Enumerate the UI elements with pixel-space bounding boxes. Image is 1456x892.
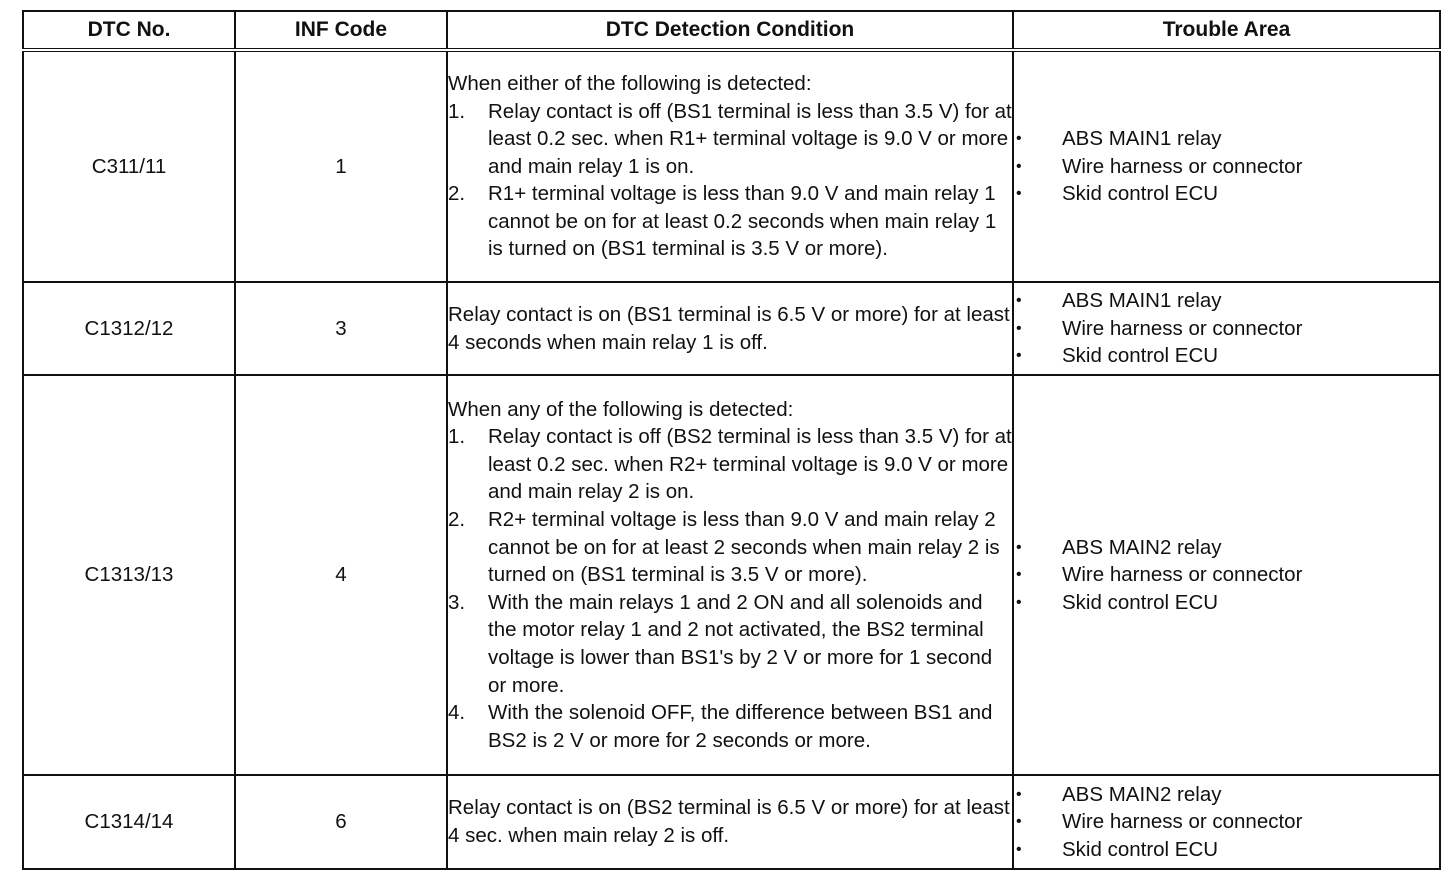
bullet-icon: •: [1016, 157, 1022, 175]
bullet-icon: •: [1016, 593, 1022, 611]
step-text: With the solenoid OFF, the difference between BS1 and BS2 is 2 V or more for 2 seconds or more.: [488, 701, 993, 752]
trouble-area-text: Wire harness or connector: [1062, 563, 1303, 587]
trouble-area-text: Skid control ECU: [1062, 590, 1219, 614]
header-row: [23, 11, 1440, 50]
bullet-icon: •: [1016, 292, 1022, 310]
detection-condition-cell: [447, 282, 1013, 375]
condition-text: Relay contact is on (BS1 terminal is 6.5 V or more) for at least 4 seconds when main relay 1 is off.: [448, 302, 1010, 354]
dtc-number-cell: C311/11: [23, 50, 235, 282]
bullet-icon: •: [1016, 566, 1022, 584]
trouble-area-cell: [1013, 50, 1440, 282]
dtc-number-cell: C1314/14: [23, 775, 235, 869]
trouble-area-item: [1014, 342, 1439, 370]
bullet-icon: •: [1016, 785, 1022, 803]
header-trouble-area: Trouble Area: [1013, 11, 1440, 50]
condition-intro: When either of the following is detected:: [448, 71, 812, 95]
header-inf-code: INF Code: [235, 11, 447, 50]
bullet-icon: •: [1016, 185, 1022, 203]
bullet-icon: •: [1016, 538, 1022, 556]
table-row: [23, 375, 1440, 775]
condition-text: Relay contact is on (BS2 terminal is 6.5 V or more) for at least 4 sec. when main relay 2 is off.: [448, 796, 1010, 847]
dtc-number-cell: C1313/13: [23, 375, 235, 775]
detection-condition-cell: [447, 375, 1013, 775]
table-row: [23, 50, 1440, 282]
trouble-area-text: Skid control ECU: [1062, 182, 1219, 206]
trouble-area-item: [1014, 589, 1439, 617]
bullet-icon: •: [1016, 840, 1022, 858]
trouble-area-list: [1014, 287, 1439, 370]
step-text: R1+ terminal voltage is less than 9.0 V and main relay 1 cannot be on for at least 0.2 seconds when main relay 1 is turned on (BS1 terminal is 3.5 V or more).: [488, 182, 997, 261]
trouble-area-item: [1014, 781, 1439, 809]
condition-intro: When any of the following is detected:: [448, 397, 794, 421]
table-row: [23, 282, 1440, 375]
inf-code-cell: 3: [235, 282, 447, 375]
trouble-area-text: Wire harness or connector: [1062, 316, 1303, 340]
trouble-area-text: Skid control ECU: [1062, 837, 1219, 861]
step-text: Relay contact is off (BS2 terminal is less than 3.5 V) for at least 0.2 sec. when R2+ terminal voltage is 9.0 V or more and main relay 2 is on.: [488, 425, 1012, 504]
trouble-area-cell: [1013, 375, 1440, 775]
table-body: [23, 50, 1440, 869]
condition-step: [448, 423, 1012, 506]
bullet-icon: •: [1016, 347, 1022, 365]
table-row: [23, 775, 1440, 869]
dtc-number-cell: C1312/12: [23, 282, 235, 375]
bullet-icon: •: [1016, 130, 1022, 148]
inf-code-cell: 4: [235, 375, 447, 775]
dtc-table: [22, 10, 1441, 870]
condition-step: [448, 699, 1012, 754]
header-dtc-no: DTC No.: [23, 11, 235, 50]
trouble-area-item: [1014, 287, 1439, 315]
inf-code-cell: 1: [235, 50, 447, 282]
condition-step: [448, 98, 1012, 181]
step-text: R2+ terminal voltage is less than 9.0 V and main relay 2 cannot be on for at least 2 seconds when main relay 2 is turned on (BS1 terminal is 3.5 V or more).: [488, 508, 1000, 587]
trouble-area-cell: [1013, 282, 1440, 375]
condition-steps: [448, 423, 1012, 754]
trouble-area-item: [1014, 534, 1439, 562]
trouble-area-item: [1014, 153, 1439, 181]
step-number: 1.: [448, 99, 466, 123]
trouble-area-text: ABS MAIN2 relay: [1062, 782, 1222, 806]
trouble-area-item: [1014, 180, 1439, 208]
trouble-area-text: ABS MAIN1 relay: [1062, 127, 1222, 151]
trouble-area-item: [1014, 836, 1439, 864]
step-number: 3.: [448, 590, 466, 614]
trouble-area-text: Skid control ECU: [1062, 344, 1219, 368]
condition-step: [448, 589, 1012, 699]
step-number: 2.: [448, 508, 466, 532]
step-number: 4.: [448, 701, 466, 725]
trouble-area-text: Wire harness or connector: [1062, 154, 1303, 178]
step-text: Relay contact is off (BS1 terminal is less than 3.5 V) for at least 0.2 sec. when R1+ terminal voltage is 9.0 V or more and main relay 1 is on.: [488, 99, 1012, 178]
inf-code-cell: 6: [235, 775, 447, 869]
trouble-area-item: [1014, 561, 1439, 589]
bullet-icon: •: [1016, 319, 1022, 337]
trouble-area-text: ABS MAIN1 relay: [1062, 289, 1222, 313]
header-detection-condition: DTC Detection Condition: [447, 11, 1013, 50]
detection-condition-cell: [447, 50, 1013, 282]
step-text: With the main relays 1 and 2 ON and all solenoids and the motor relay 1 and 2 not activated, the BS2 terminal voltage is lower than BS1's by 2 V or more for 1 second or more.: [488, 590, 993, 697]
trouble-area-text: Wire harness or connector: [1062, 810, 1303, 834]
trouble-area-item: [1014, 808, 1439, 836]
trouble-area-text: ABS MAIN2 relay: [1062, 535, 1222, 559]
bullet-icon: •: [1016, 813, 1022, 831]
detection-condition-cell: [447, 775, 1013, 869]
step-number: 1.: [448, 425, 466, 449]
trouble-area-list: [1014, 534, 1439, 617]
trouble-area-list: [1014, 125, 1439, 208]
trouble-area-item: [1014, 315, 1439, 343]
condition-step: [448, 506, 1012, 589]
trouble-area-cell: [1013, 775, 1440, 869]
condition-steps: [448, 98, 1012, 264]
trouble-area-list: [1014, 781, 1439, 864]
trouble-area-item: [1014, 125, 1439, 153]
condition-step: [448, 180, 1012, 263]
step-number: 2.: [448, 182, 466, 206]
